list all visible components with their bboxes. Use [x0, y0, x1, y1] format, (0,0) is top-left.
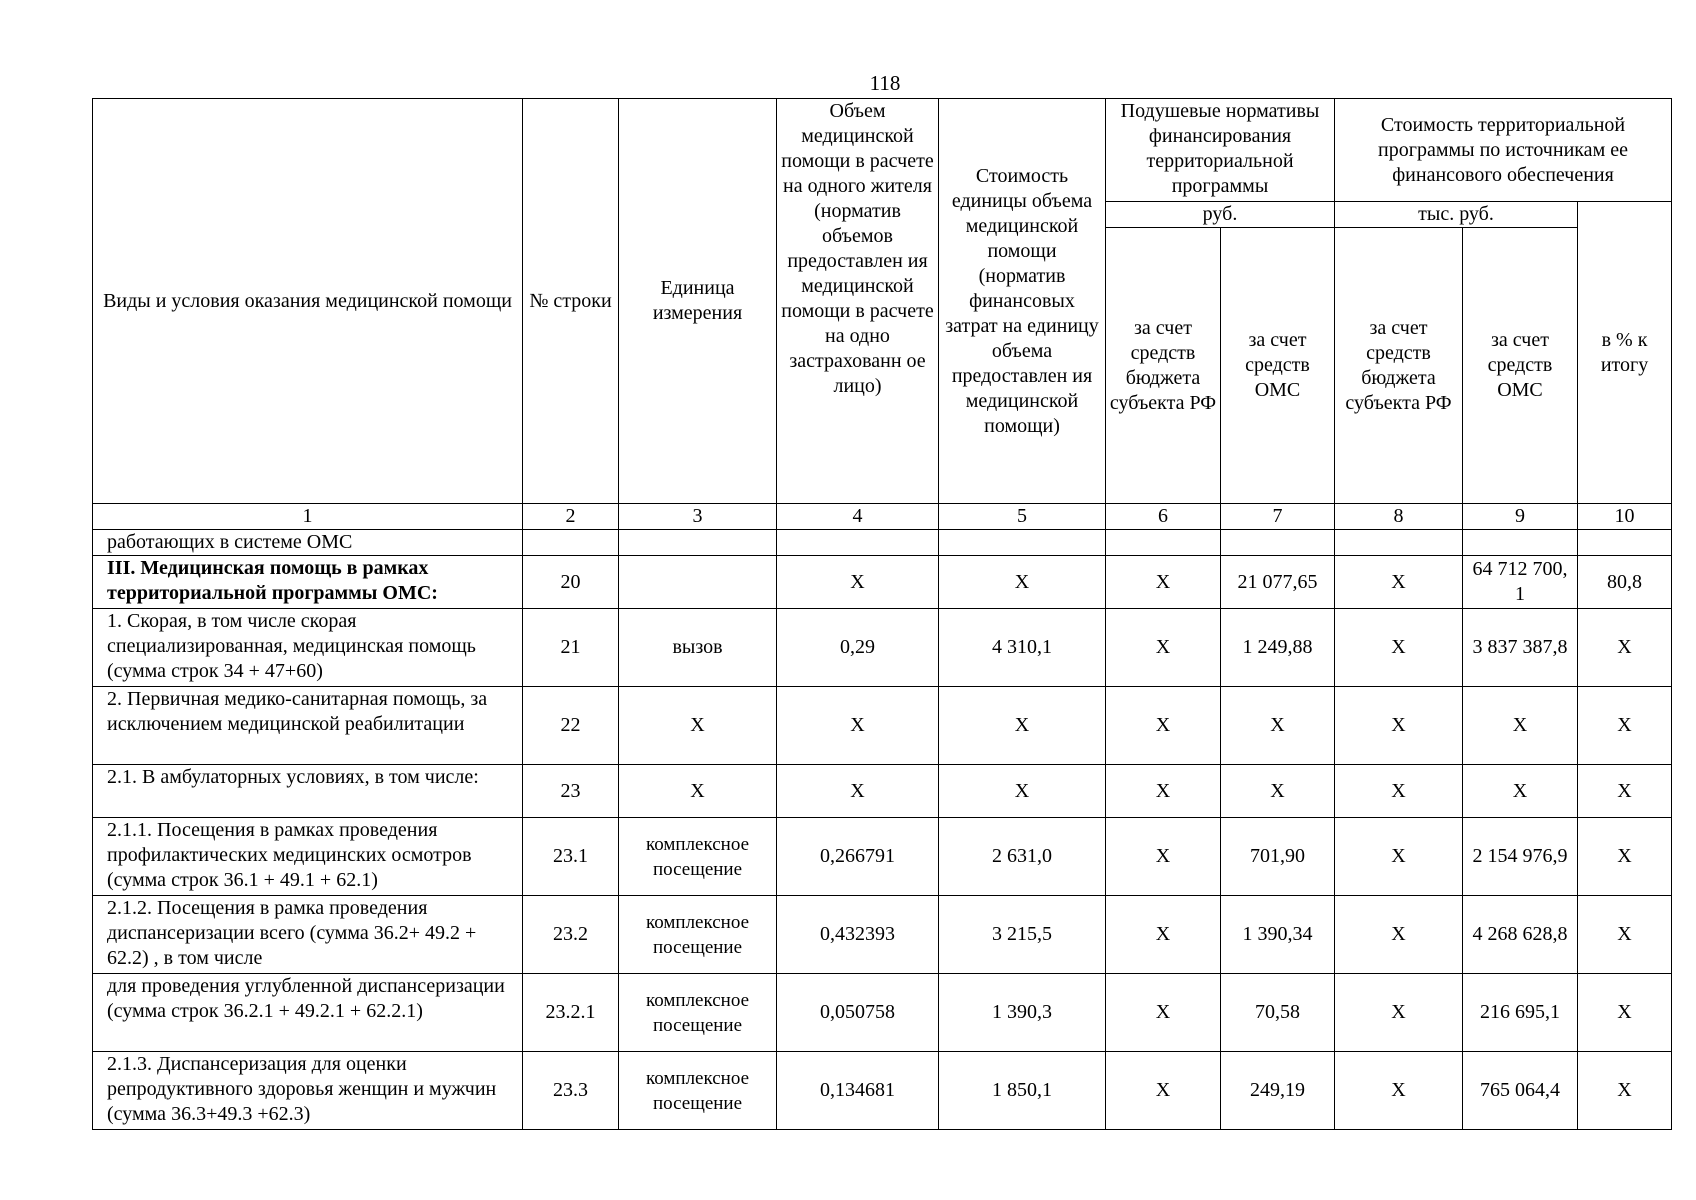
- row-c7: 70,58: [1221, 974, 1335, 1052]
- column-number: 2: [523, 504, 619, 530]
- row-line: 20: [523, 556, 619, 609]
- row-c8: X: [1335, 765, 1463, 818]
- row-c4: 0,29: [777, 609, 939, 687]
- row-c6: [1106, 530, 1221, 556]
- row-c5: 1 390,3: [939, 974, 1106, 1052]
- row-c8: X: [1335, 1052, 1463, 1130]
- row-c9: [1463, 530, 1578, 556]
- row-c6: X: [1106, 556, 1221, 609]
- row-name: для проведения углубленной диспансеризации (сумма строк 36.2.1 + 49.2.1 + 62.2.1): [93, 974, 523, 1052]
- row-c9: 2 154 976,9: [1463, 818, 1578, 896]
- header-unit-thous-rub: тыс. руб.: [1335, 202, 1578, 228]
- row-c7: 701,90: [1221, 818, 1335, 896]
- header-unit-rub: руб.: [1106, 202, 1335, 228]
- row-c9: X: [1463, 687, 1578, 765]
- row-c10: X: [1578, 609, 1672, 687]
- row-unit: вызов: [619, 609, 777, 687]
- row-c8: X: [1335, 609, 1463, 687]
- row-c10: X: [1578, 974, 1672, 1052]
- row-unit: [619, 530, 777, 556]
- row-c7: 1 390,34: [1221, 896, 1335, 974]
- row-c10: [1578, 530, 1672, 556]
- row-c5: 1 850,1: [939, 1052, 1106, 1130]
- table-row: [93, 818, 1672, 896]
- row-name: работающих в системе ОМС: [93, 530, 523, 556]
- row-unit: комплексное посещение: [619, 896, 777, 974]
- row-name: 2.1.2. Посещения в рамка проведения диспансеризации всего (сумма 36.2+ 49.2 + 62.2) , в том числе: [93, 896, 523, 974]
- row-c4: 0,050758: [777, 974, 939, 1052]
- row-c4: [777, 530, 939, 556]
- row-c5: 2 631,0: [939, 818, 1106, 896]
- row-c5: [939, 530, 1106, 556]
- row-c6: X: [1106, 896, 1221, 974]
- row-line: 23.2: [523, 896, 619, 974]
- row-name: III. Медицинская помощь в рамках территориальной программы ОМС:: [93, 556, 523, 609]
- row-c10: X: [1578, 896, 1672, 974]
- row-c7: X: [1221, 765, 1335, 818]
- row-c4: 0,266791: [777, 818, 939, 896]
- row-c6: X: [1106, 687, 1221, 765]
- header-col-7: за счет средств ОМС: [1221, 228, 1335, 504]
- column-number: 3: [619, 504, 777, 530]
- row-c6: X: [1106, 609, 1221, 687]
- row-c6: X: [1106, 974, 1221, 1052]
- row-c9: 765 064,4: [1463, 1052, 1578, 1130]
- row-c6: X: [1106, 765, 1221, 818]
- territorial-program-table: [92, 98, 1672, 1130]
- column-number: 10: [1578, 504, 1672, 530]
- row-c10: X: [1578, 1052, 1672, 1130]
- row-name: 2.1. В амбулаторных условиях, в том числе:: [93, 765, 523, 818]
- header-col-10: в % к итогу: [1578, 202, 1672, 504]
- row-c4: 0,134681: [777, 1052, 939, 1130]
- table-row: [93, 765, 1672, 818]
- row-name: 2.1.1. Посещения в рамках проведения профилактических медицинских осмотров (сумма строк 36.1 + 49.1 + 62.1): [93, 818, 523, 896]
- table-row: [93, 556, 1672, 609]
- row-line: 23.1: [523, 818, 619, 896]
- row-c7: 1 249,88: [1221, 609, 1335, 687]
- header-col-8: за счет средств бюджета субъекта РФ: [1335, 228, 1463, 504]
- row-unit: [619, 556, 777, 609]
- header-row-numbers: [93, 504, 1672, 530]
- header-col-6: за счет средств бюджета субъекта РФ: [1106, 228, 1221, 504]
- table-row: [93, 974, 1672, 1052]
- row-line: 23.2.1: [523, 974, 619, 1052]
- row-c5: X: [939, 687, 1106, 765]
- table-row: [93, 1052, 1672, 1130]
- row-c5: X: [939, 765, 1106, 818]
- table-row: [93, 609, 1672, 687]
- column-number: 7: [1221, 504, 1335, 530]
- column-number: 1: [93, 504, 523, 530]
- row-c7: [1221, 530, 1335, 556]
- row-line: [523, 530, 619, 556]
- row-c10: X: [1578, 818, 1672, 896]
- table-row: [93, 896, 1672, 974]
- page-number: 118: [869, 71, 901, 95]
- row-c9: 64 712 700, 1: [1463, 556, 1578, 609]
- row-c5: X: [939, 556, 1106, 609]
- row-line: 21: [523, 609, 619, 687]
- row-c6: X: [1106, 1052, 1221, 1130]
- row-line: 22: [523, 687, 619, 765]
- row-c5: 4 310,1: [939, 609, 1106, 687]
- row-unit: комплексное посещение: [619, 1052, 777, 1130]
- row-c8: [1335, 530, 1463, 556]
- header-col-4: Объем медицинской помощи в расчете на одного жителя (норматив объемов предоставлен ия медицинской помощи в расчете на одно застрахованн ое лицо): [777, 99, 939, 504]
- column-number: 8: [1335, 504, 1463, 530]
- column-number: 9: [1463, 504, 1578, 530]
- row-c7: 249,19: [1221, 1052, 1335, 1130]
- column-number: 6: [1106, 504, 1221, 530]
- row-c8: X: [1335, 556, 1463, 609]
- row-c9: X: [1463, 765, 1578, 818]
- row-name: 1. Скорая, в том числе скорая специализированная, медицинская помощь (сумма строк 34 + 47+60): [93, 609, 523, 687]
- row-name: 2.1.3. Диспансеризация для оценки репродуктивного здоровья женщин и мужчин (сумма 36.3+49.3 +62.3): [93, 1052, 523, 1130]
- row-unit: X: [619, 765, 777, 818]
- row-c7: X: [1221, 687, 1335, 765]
- row-c9: 216 695,1: [1463, 974, 1578, 1052]
- row-unit: X: [619, 687, 777, 765]
- row-c10: 80,8: [1578, 556, 1672, 609]
- header-col-9: за счет средств ОМС: [1463, 228, 1578, 504]
- row-unit: комплексное посещение: [619, 974, 777, 1052]
- row-name: 2. Первичная медико-санитарная помощь, за исключением медицинской реабилитации: [93, 687, 523, 765]
- row-c7: 21 077,65: [1221, 556, 1335, 609]
- row-c4: X: [777, 765, 939, 818]
- header-group-cost: Стоимость территориальной программы по источникам ее финансового обеспечения: [1335, 99, 1672, 202]
- header-col-2: № строки: [523, 99, 619, 504]
- header-row-groups: [93, 99, 1672, 202]
- row-c10: X: [1578, 687, 1672, 765]
- header-col-5: Стоимость единицы объема медицинской помощи (норматив финансовых затрат на единицу объема предоставлен ия медицинской помощи): [939, 99, 1106, 504]
- row-line: 23.3: [523, 1052, 619, 1130]
- row-c5: 3 215,5: [939, 896, 1106, 974]
- header-group-per-capita: Подушевые нормативы финансирования территориальной программы: [1106, 99, 1335, 202]
- row-c4: X: [777, 687, 939, 765]
- row-c4: X: [777, 556, 939, 609]
- column-number: 4: [777, 504, 939, 530]
- row-c8: X: [1335, 896, 1463, 974]
- row-c8: X: [1335, 818, 1463, 896]
- row-c4: 0,432393: [777, 896, 939, 974]
- row-unit: комплексное посещение: [619, 818, 777, 896]
- row-c8: X: [1335, 687, 1463, 765]
- table-row: [93, 530, 1672, 556]
- row-c8: X: [1335, 974, 1463, 1052]
- table-row: [93, 687, 1672, 765]
- header-col-1: Виды и условия оказания медицинской помощи: [93, 99, 523, 504]
- row-c9: 3 837 387,8: [1463, 609, 1578, 687]
- column-number: 5: [939, 504, 1106, 530]
- row-c9: 4 268 628,8: [1463, 896, 1578, 974]
- row-line: 23: [523, 765, 619, 818]
- header-col-3: Единица измерения: [619, 99, 777, 504]
- row-c10: X: [1578, 765, 1672, 818]
- row-c6: X: [1106, 818, 1221, 896]
